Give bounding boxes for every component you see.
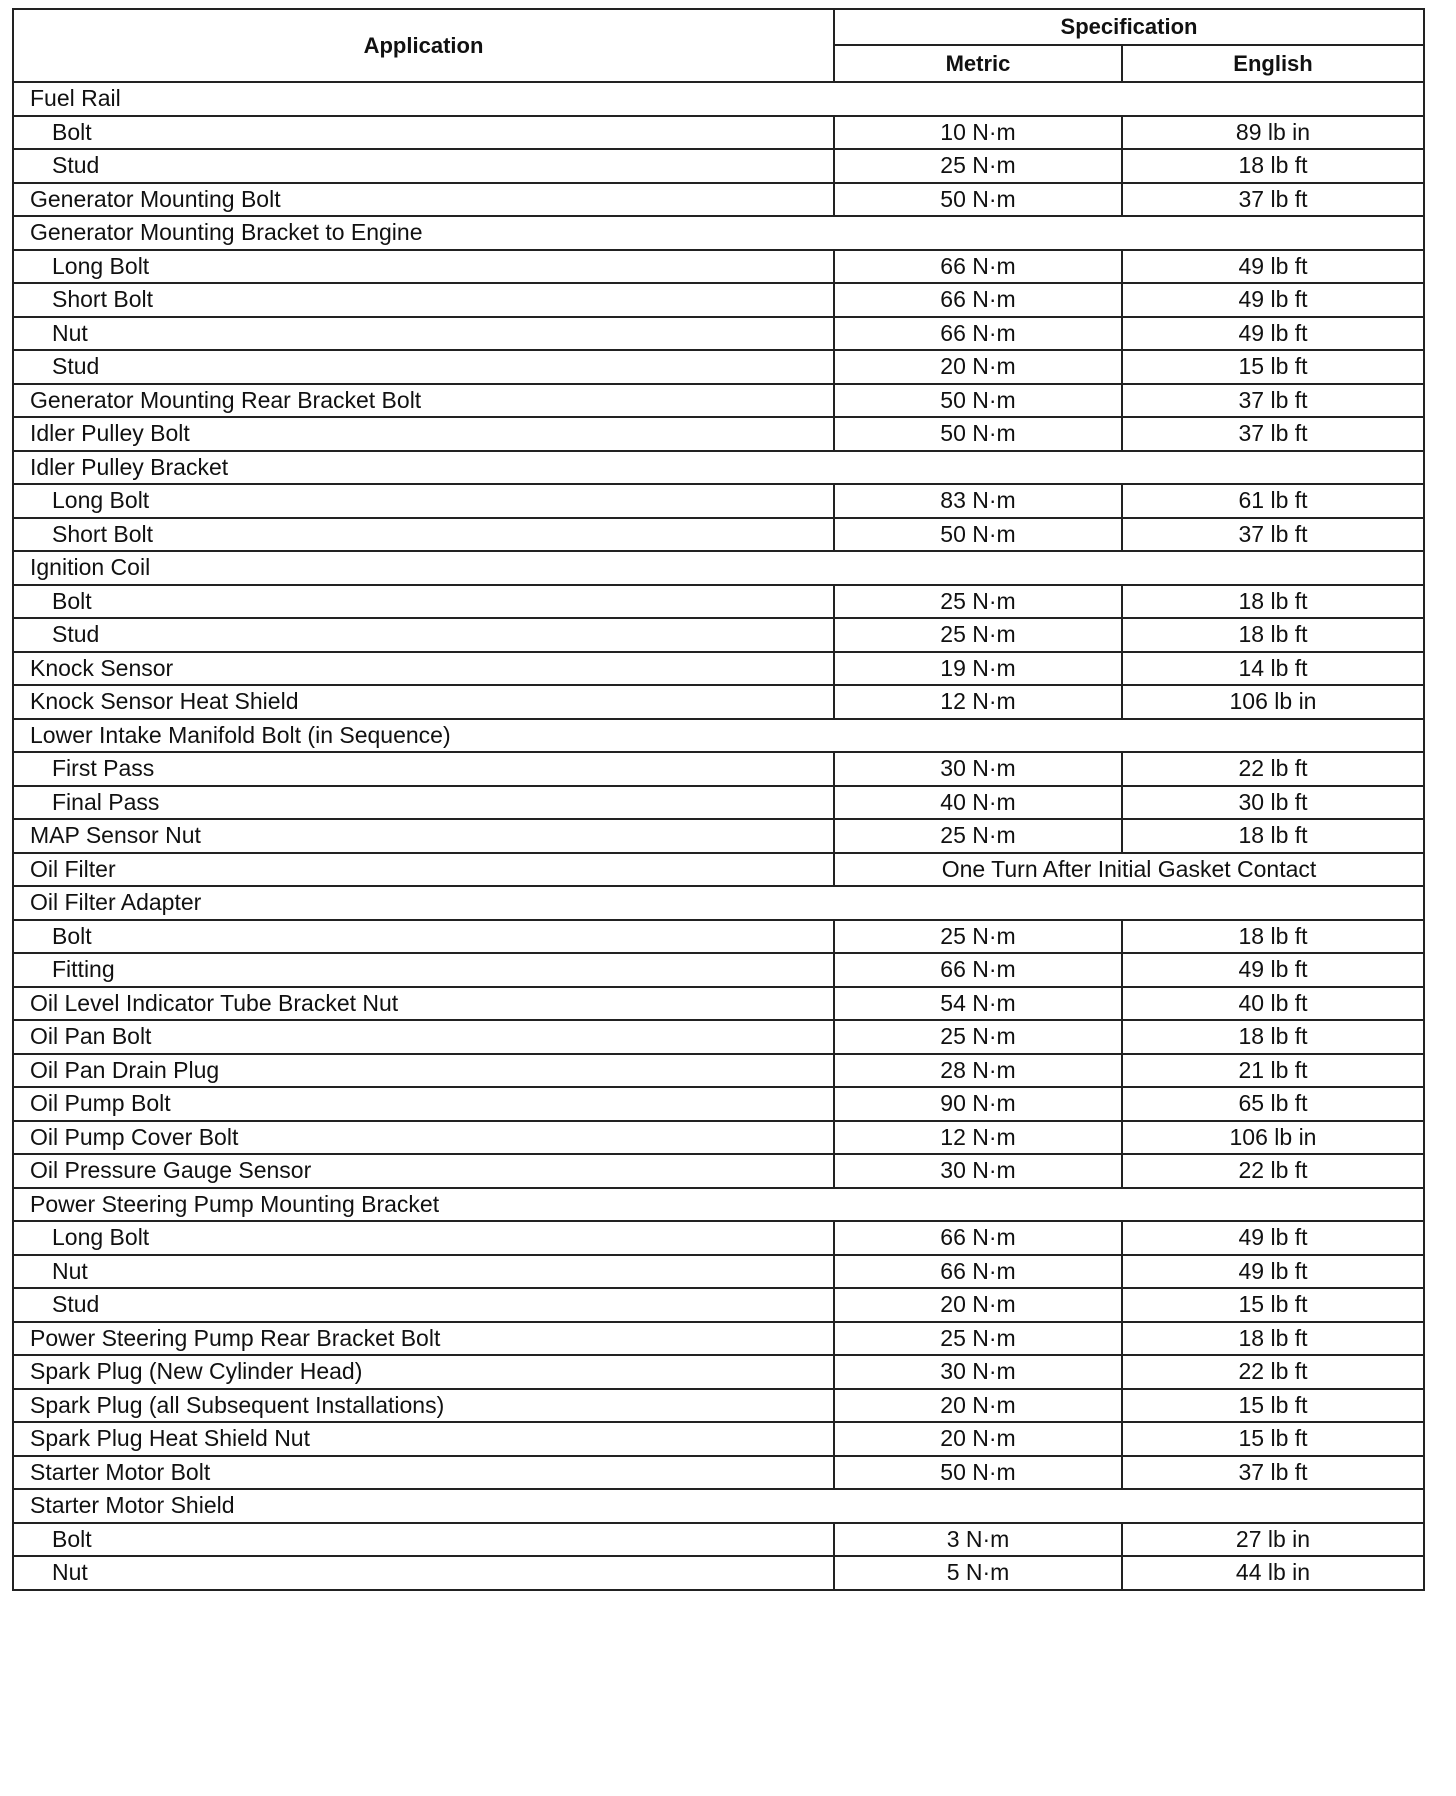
table-row (13, 484, 1424, 518)
metric-cell: 66 N·m (834, 1255, 1122, 1289)
group-label: Idler Pulley Bracket (13, 451, 1424, 485)
table-row (13, 886, 1424, 920)
metric-cell: 25 N·m (834, 618, 1122, 652)
metric-cell: 3 N·m (834, 1523, 1122, 1557)
table-row (13, 1087, 1424, 1121)
metric-cell: 20 N·m (834, 350, 1122, 384)
application-cell: Short Bolt (13, 283, 834, 317)
table-row (13, 1355, 1424, 1389)
application-cell: Long Bolt (13, 1221, 834, 1255)
english-cell: 106 lb in (1122, 685, 1424, 719)
application-cell: Nut (13, 317, 834, 351)
table-row (13, 1188, 1424, 1222)
english-cell: 89 lb in (1122, 116, 1424, 150)
english-cell: 18 lb ft (1122, 585, 1424, 619)
english-cell: 15 lb ft (1122, 1422, 1424, 1456)
group-label: Starter Motor Shield (13, 1489, 1424, 1523)
english-cell: 61 lb ft (1122, 484, 1424, 518)
table-row (13, 920, 1424, 954)
english-cell: 106 lb in (1122, 1121, 1424, 1155)
english-cell: 44 lb in (1122, 1556, 1424, 1590)
metric-cell: 50 N·m (834, 1456, 1122, 1490)
table-row (13, 719, 1424, 753)
table-row (13, 1154, 1424, 1188)
application-cell: Knock Sensor Heat Shield (13, 685, 834, 719)
table-row (13, 82, 1424, 116)
metric-cell: 30 N·m (834, 1355, 1122, 1389)
metric-cell: 83 N·m (834, 484, 1122, 518)
table-row (13, 451, 1424, 485)
application-cell: Generator Mounting Bolt (13, 183, 834, 217)
english-cell: 37 lb ft (1122, 183, 1424, 217)
english-cell: 15 lb ft (1122, 1389, 1424, 1423)
group-label: Lower Intake Manifold Bolt (in Sequence) (13, 719, 1424, 753)
table-row (13, 1456, 1424, 1490)
application-cell: Stud (13, 350, 834, 384)
english-cell: 37 lb ft (1122, 518, 1424, 552)
application-cell: Long Bolt (13, 484, 834, 518)
english-cell: 27 lb in (1122, 1523, 1424, 1557)
english-cell: 40 lb ft (1122, 987, 1424, 1021)
application-cell: Bolt (13, 1523, 834, 1557)
table-row (13, 183, 1424, 217)
application-cell: Stud (13, 1288, 834, 1322)
specification-cell: One Turn After Initial Gasket Contact (834, 853, 1424, 887)
application-cell: Spark Plug (New Cylinder Head) (13, 1355, 834, 1389)
table-row (13, 1255, 1424, 1289)
english-cell: 18 lb ft (1122, 1322, 1424, 1356)
table-row (13, 1054, 1424, 1088)
table-row (13, 652, 1424, 686)
application-cell: Starter Motor Bolt (13, 1456, 834, 1490)
group-label: Ignition Coil (13, 551, 1424, 585)
table-row (13, 819, 1424, 853)
table-row (13, 384, 1424, 418)
table-row (13, 518, 1424, 552)
metric-cell: 20 N·m (834, 1288, 1122, 1322)
english-cell: 15 lb ft (1122, 350, 1424, 384)
application-cell: Oil Filter (13, 853, 834, 887)
metric-cell: 90 N·m (834, 1087, 1122, 1121)
group-label: Fuel Rail (13, 82, 1424, 116)
metric-cell: 12 N·m (834, 1121, 1122, 1155)
table-row (13, 685, 1424, 719)
english-cell: 18 lb ft (1122, 149, 1424, 183)
english-cell: 15 lb ft (1122, 1288, 1424, 1322)
english-cell: 30 lb ft (1122, 786, 1424, 820)
group-label: Power Steering Pump Mounting Bracket (13, 1188, 1424, 1222)
group-label: Oil Filter Adapter (13, 886, 1424, 920)
specification-header: Specification (834, 9, 1424, 45)
table-row (13, 1322, 1424, 1356)
application-cell: Oil Pump Cover Bolt (13, 1121, 834, 1155)
metric-cell: 50 N·m (834, 417, 1122, 451)
application-cell: Final Pass (13, 786, 834, 820)
english-cell: 21 lb ft (1122, 1054, 1424, 1088)
metric-cell: 50 N·m (834, 384, 1122, 418)
table-row (13, 618, 1424, 652)
english-cell: 18 lb ft (1122, 618, 1424, 652)
table-row (13, 1556, 1424, 1590)
metric-cell: 10 N·m (834, 116, 1122, 150)
application-cell: Long Bolt (13, 250, 834, 284)
application-cell: Oil Pressure Gauge Sensor (13, 1154, 834, 1188)
english-cell: 37 lb ft (1122, 384, 1424, 418)
table-row (13, 1389, 1424, 1423)
header-row-top (13, 9, 1424, 45)
application-cell: Power Steering Pump Rear Bracket Bolt (13, 1322, 834, 1356)
application-cell: Oil Level Indicator Tube Bracket Nut (13, 987, 834, 1021)
application-cell: MAP Sensor Nut (13, 819, 834, 853)
application-cell: Short Bolt (13, 518, 834, 552)
table-row (13, 853, 1424, 887)
table-row (13, 417, 1424, 451)
table-row (13, 149, 1424, 183)
table-row (13, 250, 1424, 284)
table-row (13, 1121, 1424, 1155)
table-row (13, 1020, 1424, 1054)
metric-cell: 19 N·m (834, 652, 1122, 686)
english-cell: 49 lb ft (1122, 317, 1424, 351)
application-cell: Nut (13, 1255, 834, 1289)
application-cell: Bolt (13, 920, 834, 954)
metric-header: Metric (834, 45, 1122, 82)
english-cell: 65 lb ft (1122, 1087, 1424, 1121)
application-cell: Idler Pulley Bolt (13, 417, 834, 451)
table-row (13, 1221, 1424, 1255)
table-row (13, 953, 1424, 987)
metric-cell: 25 N·m (834, 1322, 1122, 1356)
table-row (13, 216, 1424, 250)
english-cell: 49 lb ft (1122, 283, 1424, 317)
metric-cell: 40 N·m (834, 786, 1122, 820)
english-cell: 22 lb ft (1122, 752, 1424, 786)
english-cell: 49 lb ft (1122, 953, 1424, 987)
application-cell: Spark Plug (all Subsequent Installations) (13, 1389, 834, 1423)
table-header (13, 9, 1424, 82)
application-cell: Bolt (13, 116, 834, 150)
metric-cell: 25 N·m (834, 920, 1122, 954)
application-cell: Spark Plug Heat Shield Nut (13, 1422, 834, 1456)
application-cell: Oil Pan Bolt (13, 1020, 834, 1054)
english-cell: 49 lb ft (1122, 250, 1424, 284)
english-cell: 22 lb ft (1122, 1355, 1424, 1389)
table-row (13, 283, 1424, 317)
torque-spec-sheet (12, 8, 1425, 1591)
metric-cell: 66 N·m (834, 283, 1122, 317)
english-header: English (1122, 45, 1424, 82)
table-body (13, 82, 1424, 1590)
metric-cell: 25 N·m (834, 1020, 1122, 1054)
metric-cell: 30 N·m (834, 752, 1122, 786)
metric-cell: 66 N·m (834, 250, 1122, 284)
application-header: Application (13, 9, 834, 82)
table-row (13, 116, 1424, 150)
application-cell: Fitting (13, 953, 834, 987)
table-row (13, 551, 1424, 585)
english-cell: 49 lb ft (1122, 1221, 1424, 1255)
metric-cell: 30 N·m (834, 1154, 1122, 1188)
application-cell: Stud (13, 618, 834, 652)
metric-cell: 28 N·m (834, 1054, 1122, 1088)
metric-cell: 20 N·m (834, 1422, 1122, 1456)
english-cell: 14 lb ft (1122, 652, 1424, 686)
table-row (13, 987, 1424, 1021)
table-row (13, 350, 1424, 384)
table-row (13, 1422, 1424, 1456)
metric-cell: 25 N·m (834, 585, 1122, 619)
metric-cell: 66 N·m (834, 1221, 1122, 1255)
metric-cell: 54 N·m (834, 987, 1122, 1021)
group-label: Generator Mounting Bracket to Engine (13, 216, 1424, 250)
metric-cell: 25 N·m (834, 819, 1122, 853)
english-cell: 18 lb ft (1122, 920, 1424, 954)
english-cell: 49 lb ft (1122, 1255, 1424, 1289)
application-cell: Nut (13, 1556, 834, 1590)
torque-spec-table (12, 8, 1425, 1591)
table-row (13, 1489, 1424, 1523)
english-cell: 37 lb ft (1122, 1456, 1424, 1490)
table-row (13, 1523, 1424, 1557)
table-row (13, 1288, 1424, 1322)
metric-cell: 66 N·m (834, 317, 1122, 351)
application-cell: Bolt (13, 585, 834, 619)
application-cell: Stud (13, 149, 834, 183)
metric-cell: 66 N·m (834, 953, 1122, 987)
metric-cell: 50 N·m (834, 183, 1122, 217)
table-row (13, 585, 1424, 619)
application-cell: Oil Pump Bolt (13, 1087, 834, 1121)
metric-cell: 25 N·m (834, 149, 1122, 183)
table-row (13, 752, 1424, 786)
metric-cell: 50 N·m (834, 518, 1122, 552)
english-cell: 22 lb ft (1122, 1154, 1424, 1188)
english-cell: 18 lb ft (1122, 819, 1424, 853)
english-cell: 37 lb ft (1122, 417, 1424, 451)
application-cell: Generator Mounting Rear Bracket Bolt (13, 384, 834, 418)
metric-cell: 5 N·m (834, 1556, 1122, 1590)
table-row (13, 786, 1424, 820)
metric-cell: 20 N·m (834, 1389, 1122, 1423)
application-cell: First Pass (13, 752, 834, 786)
application-cell: Oil Pan Drain Plug (13, 1054, 834, 1088)
english-cell: 18 lb ft (1122, 1020, 1424, 1054)
application-cell: Knock Sensor (13, 652, 834, 686)
table-row (13, 317, 1424, 351)
metric-cell: 12 N·m (834, 685, 1122, 719)
